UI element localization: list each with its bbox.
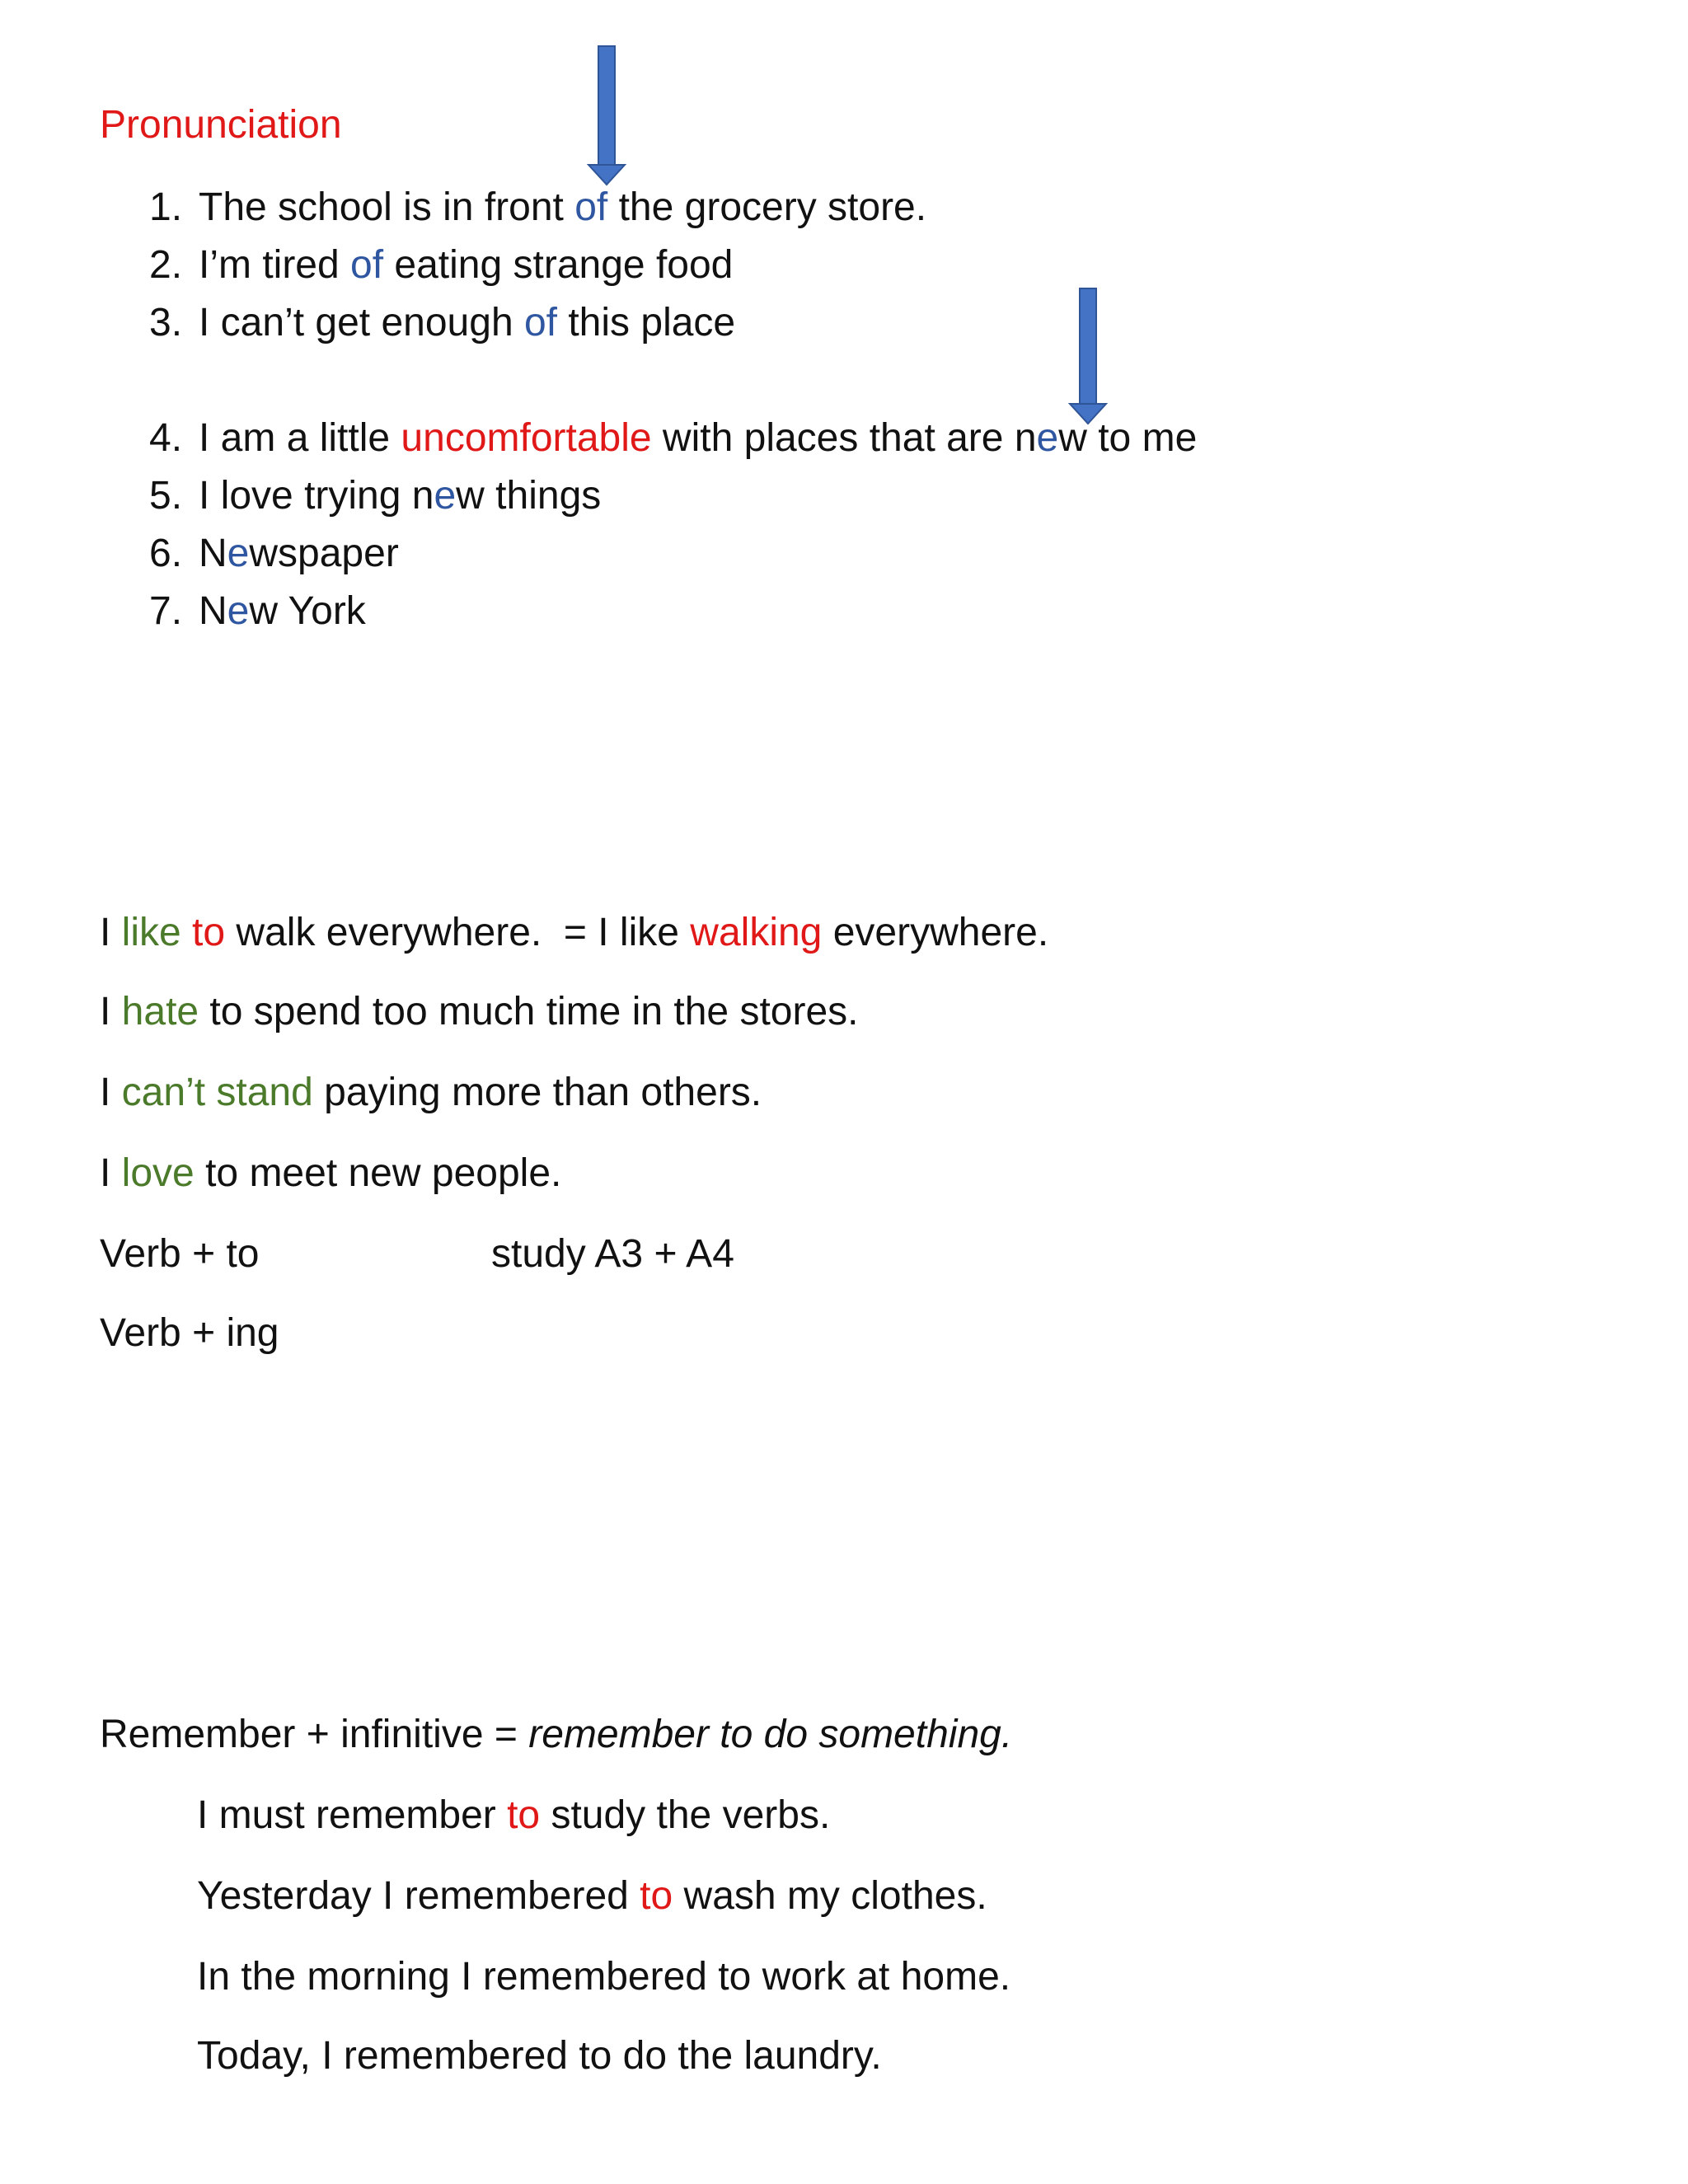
- highlight-letter: e: [227, 589, 250, 633]
- list-item: [149, 242, 733, 288]
- list-number: 6.: [149, 532, 183, 575]
- highlight-letter: e: [434, 474, 457, 518]
- sentence-text: study the verbs.: [540, 1793, 831, 1837]
- list-text: w York: [249, 589, 366, 633]
- list-number: 5.: [149, 474, 183, 518]
- list-text: w to me: [1058, 416, 1198, 460]
- list-item: [149, 588, 366, 635]
- list-text: N: [199, 532, 227, 575]
- verb-to-label: Verb + to: [100, 1232, 260, 1276]
- sentence-text: paying more than others.: [312, 1071, 762, 1114]
- example-sentence: [100, 1151, 561, 1197]
- sentence-text: wash my clothes.: [673, 1874, 987, 1918]
- list-text: N: [199, 589, 227, 633]
- highlight-word: uncomfortable: [401, 416, 652, 460]
- down-arrow-icon: [1068, 287, 1108, 425]
- list-item: [149, 185, 926, 231]
- verb-highlight: can’t stand: [121, 1071, 313, 1114]
- list-text: I’m tired: [199, 243, 351, 287]
- list-text: w things: [456, 474, 602, 518]
- sentence-text: everywhere.: [822, 911, 1049, 954]
- down-arrow-icon: [587, 45, 626, 186]
- example-sentence: [197, 1793, 830, 1839]
- sentence-text: walk everywhere. = I like: [225, 911, 691, 954]
- verb-highlight: like: [121, 911, 181, 954]
- highlight-of: of: [574, 185, 608, 229]
- list-text: I love trying n: [199, 474, 434, 518]
- verb-highlight: hate: [121, 990, 199, 1033]
- sentence-text: Yesterday I remembered: [197, 1874, 640, 1918]
- list-text: I am a little: [199, 416, 401, 460]
- sentence-text: I: [100, 990, 122, 1033]
- section-heading: Pronunciation: [100, 103, 342, 147]
- list-item: [149, 300, 735, 346]
- list-text: I can’t get enough: [199, 301, 524, 344]
- list-number: 2.: [149, 243, 183, 287]
- to-highlight: to: [507, 1793, 541, 1837]
- list-text: wspaper: [249, 532, 399, 575]
- verb-highlight: love: [121, 1151, 195, 1195]
- sentence-text: [181, 911, 192, 954]
- list-item: [149, 531, 399, 577]
- rule-meaning: remember to do something.: [528, 1713, 1013, 1756]
- sentence-text: to meet new people.: [194, 1151, 562, 1195]
- ing-highlight: walking: [690, 911, 823, 954]
- list-item: [149, 415, 1197, 462]
- remember-rule: [100, 1712, 1012, 1758]
- study-note: study A3 + A4: [491, 1232, 734, 1276]
- list-text: this place: [557, 301, 736, 344]
- example-sentence: Today, I remembered to do the laundry.: [197, 2034, 882, 2078]
- highlight-letter: e: [227, 532, 250, 575]
- highlight-of: of: [523, 301, 557, 344]
- rule-text: Remember + infinitive =: [100, 1713, 529, 1756]
- highlight-letter: e: [1036, 416, 1059, 460]
- example-sentence: [100, 1070, 762, 1116]
- sentence-text: I: [100, 1151, 122, 1195]
- example-sentence: In the morning I remembered to work at home.: [197, 1955, 1011, 1999]
- to-highlight: to: [192, 911, 226, 954]
- sentence-text: I: [100, 911, 122, 954]
- list-number: 3.: [149, 301, 183, 344]
- example-sentence: [100, 989, 859, 1035]
- list-number: 1.: [149, 185, 183, 229]
- list-item: [149, 473, 601, 519]
- sentence-text: to spend too much time in the stores.: [199, 990, 859, 1033]
- list-text: The school is in front: [199, 185, 575, 229]
- to-highlight: to: [640, 1874, 673, 1918]
- list-number: 7.: [149, 589, 183, 633]
- sentence-text: I: [100, 1071, 122, 1114]
- list-number: 4.: [149, 416, 183, 460]
- sentence-text: I must remember: [197, 1793, 508, 1837]
- list-text: eating strange food: [383, 243, 734, 287]
- verb-ing-label: Verb + ing: [100, 1311, 279, 1355]
- example-sentence: [100, 910, 1048, 956]
- highlight-of: of: [350, 243, 384, 287]
- list-text: with places that are n: [651, 416, 1037, 460]
- example-sentence: [197, 1873, 987, 1919]
- list-text: the grocery store.: [607, 185, 927, 229]
